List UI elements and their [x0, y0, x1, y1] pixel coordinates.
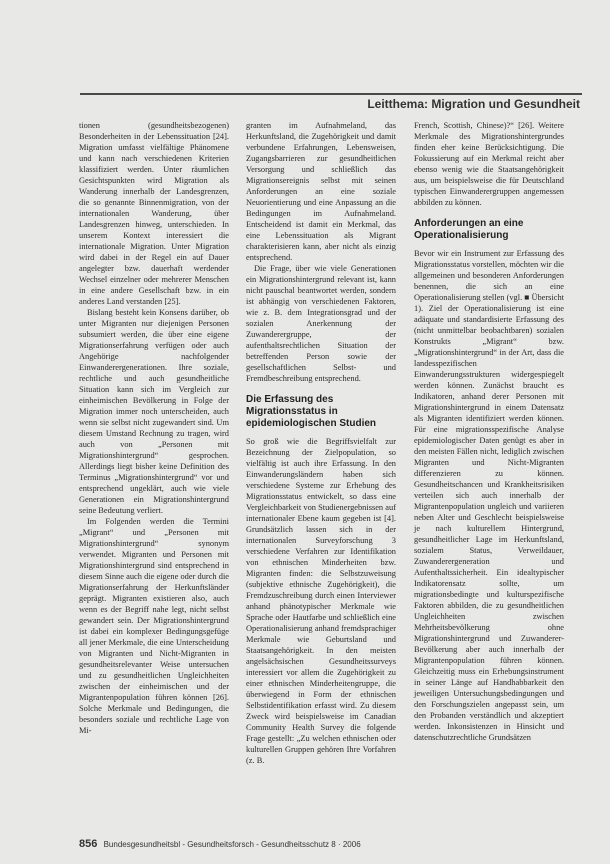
header-rule	[80, 93, 582, 95]
text-column-1	[79, 120, 229, 736]
text-column-2	[246, 120, 396, 766]
paragraph: So groß wie die Begriffsvielfalt zur Bezeichnung der Zielpopulation, so vielfältig ist auch ihre Erfassung. In den Einwanderungsländern haben sich verschiedene Systeme zur Erhebung des Migrationsstatus entwickelt, so dass eine Vergleichbarkeit von Studienergebnissen auf internationaler Ebene kaum gegeben ist [4]. Grundsätzlich lassen sich in der internationalen Surveyforschung 3 verschiedene Verfahren zur Identifikation von ethnischen Minderheiten bzw. Migranten finden: die Selbstzuweisung (subjektive ethnische Zugehörigkeit), die Fremdzuschreibung durch einen Interviewer anhand phänotypischer Merkmale wie Sprache oder Hautfarbe und schließlich eine Operationalisierung anhand fremdsprachiger Merkmale wie Geburtsland und Staatsangehörigkeit. In den meisten angelsächsischen Gesundheitssurveys interessiert vor allem die Zugehörigkeit zu einer ethnischen Minderheitengruppe, die überwiegend in Form der ethnischen Selbstidentifikation erfasst wird. Zu diesem Zweck wird beispielsweise im Canadian Community Health Survey die folgende Frage gestellt: „Zu welchen ethnischen oder kulturellen Gruppen gehören Ihre Vorfahren (z. B.	[246, 437, 396, 765]
section-heading: Die Erfassung des Migrationsstatus in epidemiologischen Studien	[246, 394, 377, 429]
paragraph: tionen (gesundheitsbezogenen) Besonderheiten in der Lebenssituation [24]. Migration umfasst vielfältige Phänomene und kann nach verschiedenen Kriterien klassifiziert werden. Unter räumlichen Gesichtspunkten wird Migration als Wanderung innerhalb der Landesgrenzen, die so genannte Binnenmigration, von der internationalen Wanderung, über Landesgrenzen hinweg, unterschieden. In unserem Kontext interessiert die internationale Migration. Unter Migration wird dabei in der Regel ein auf Dauer angelegter bzw. dauerhaft werdender Wechsel einzelner oder mehrerer Menschen in eine andere Gesellschaft bzw. in ein anderes Land verstanden [25].	[79, 121, 229, 306]
paragraph: Bevor wir ein Instrument zur Erfassung des Migrationsstatus vorstellen, möchten wir die allgemeinen und besonderen Anforderungen benennen, die sich an eine Operationalisierung stellen (vgl. ■ Übersicht 1). Ziel der Operationalisierung ist eine adäquate und standardisierte Erfassung des (nicht unmittelbar beobachtbaren) sozialen Konstrukts „Migrant“ bzw. „Migrationshintergrund“ in der Art, dass die landesspezifischen Einwanderungsstrukturen widergespiegelt werden können. Zunächst braucht es Indikatoren, anhand derer Personen mit Migrationshintergrund in einem Datensatz als Migranten identifiziert werden können. Für eine migrationsspezifische Analyse epidemiologischer Daten genügt es aber in den meisten Fällen nicht, lediglich zwischen Migranten und Nicht-Migranten differenzieren zu können. Gesundheitschancen und Krankheitsrisiken verteilen sich auch innerhalb der Migrantenpopulation ungleich und variieren neben Alter und Geschlecht beispielsweise je nach kulturellem Hintergrund, gesundheitlicher Lage im Herkunftsland, sozialem Status, Verweildauer, Zuwanderergeneration und Aufenthaltssicherheit. Ein idealtypischer Indikatorensatz sollte, um migrationsbedingte und kulturspezifische Faktoren abbilden, die zu gesundheitlichen Ungleichheiten zwischen Mehrheitsbevölkerung ohne Migrationshintergrund und Zuwanderer-Bevölkerung aber auch innerhalb der Migrantenpopulation führen können. Gleichzeitig muss ein Erhebungsinstrument in seiner Länge auf Handhabbarkeit den jeweiligen Untersuchungsbedingungen und den Forschungszielen angepasst sein, um den Probanden verständlich und akzeptiert werden. Inkonsistenzen in Hinsicht und datenschutzrechtliche Grundsätzen	[414, 249, 564, 742]
running-header-title: Leitthema: Migration und Gesundheit	[367, 97, 580, 111]
page-number: 856	[79, 838, 98, 850]
paragraph: French, Scottish, Chinese)?“ [26]. Weitere Merkmale des Migrationshintergrundes finden eher keine Berücksichtigung. Die Fokussierung auf ein Merkmal reicht aber ebenso wenig wie die Staatsangehörigkeit aus, um beispielsweise die für Deutschland typischen Einwanderergruppen angemessen abbilden zu können.	[414, 121, 564, 207]
paragraph: Die Frage, über wie viele Generationen ein Migrationshintergrund relevant ist, kann nicht pauschal beantwortet werden, sondern ist abhängig von verschiedenen Faktoren, wie z. B. dem Integrationsgrad und der sozialen Anerkennung der Zuwanderergruppe, der aufenthaltsrechtlichen Situation der betreffenden Person sowie der gesellschaftlichen Selbst- und Fremdbeschreibung entsprechend.	[246, 264, 396, 383]
paragraph: granten im Aufnahmeland, das Herkunftsland, die Zugehörigkeit und damit verbundene Erfahrungen, Lebensweisen, Zugangsbarrieren zur gesundheitlichen Versorgung und schließlich das Migrationsereignis selbst mit seinen Anforderungen an eine soziale Neuorientierung und eine Anpassung an die Bedingungen im Aufnahmeland. Entscheidend ist damit ein Merkmal, das eine Lebenssituation als Migrant charakterisieren kann, aber nicht als einzig entsprechend.	[246, 121, 396, 262]
paragraph: Bislang besteht kein Konsens darüber, ob unter Migranten nur diejenigen Personen subsumiert werden, die über eine eigene Migrationserfahrung verfügen oder auch Angehörige nachfolgender Einwanderergenerationen. Ihre soziale, rechtliche und auch gesundheitliche Situation kann sich im Vergleich zur einheimischen Bevölkerung in Folge der Migration immer noch unterscheiden, auch wenn sie selbst nicht zugewandert sind. Um diesem Umstand Rechnung zu tragen, wird auch von „Personen mit Migrationshintergrund“ gesprochen. Allerdings liegt bisher keine Definition des Terminus „Migrationshintergrund“ vor und entsprechend ungeklärt, auch wie viele Generationen ein Migrationshintergrund seine Bedeutung verliert.	[79, 308, 229, 515]
text-column-3	[414, 120, 564, 743]
paragraph: Im Folgenden werden die Termini „Migrant“ und „Personen mit Migrationshintergrund“ synonym verwendet. Migranten und Personen mit Migrationshintergrund sind entsprechend in diesem Sinne auch die eigene oder durch die Migrationserfahrung der Herkunftsländer geprägt. Migranten existieren also, auch wenn es der Begriff nahe legt, nicht selbst gewandert sein. Der Migrationshintergrund ist dabei ein komplexer Bedingungsgefüge all jener Merkmale, die eine Unterscheidung von Migranten und Nicht-Migranten in gesundheitsrelevanter Weise untersuchen und zu gesundheitlichen Ungleichheiten zwischen der einheimischen und der Migrantenpopulation führen können [26]. Solche Merkmale und Bedingungen, die besonders soziale und rechtliche Lage von Mi-	[79, 517, 229, 735]
journal-citation: Bundesgesundheitsbl - Gesundheitsforsch - Gesundheitsschutz 8 · 2006	[103, 840, 361, 849]
page-footer	[79, 838, 361, 850]
section-heading: Anforderungen an eine Operationalisierung	[414, 218, 524, 241]
